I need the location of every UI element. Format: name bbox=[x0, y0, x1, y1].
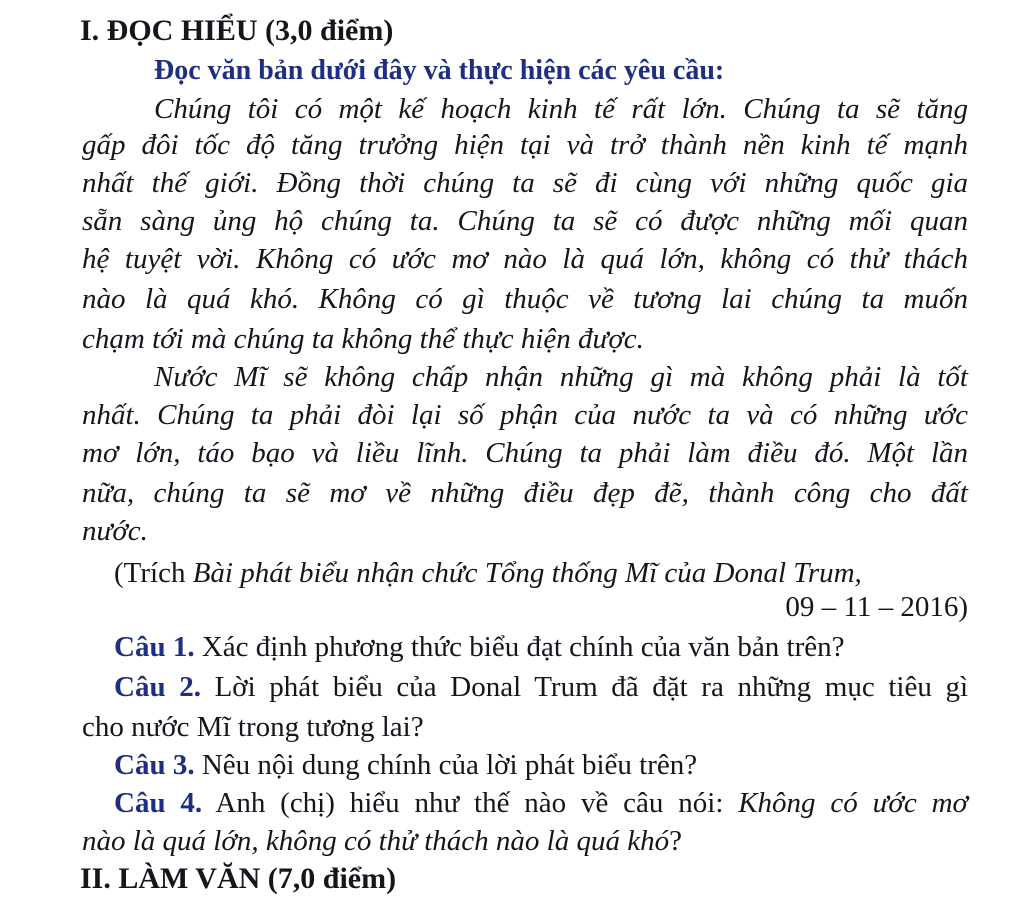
passage-line: Chúng tôi có một kế hoạch kinh tế rất lớn. Chúng ta sẽ tăng bbox=[154, 93, 968, 125]
question-3-label: Câu 3. bbox=[114, 749, 195, 781]
question-1-text: Xác định phương thức biểu đạt chính của văn bản trên? bbox=[194, 631, 845, 663]
question-4-text: Anh (chị) hiểu như thế nào về câu nói: bbox=[202, 787, 739, 819]
citation-title: Bài phát biểu nhận chức Tổng thống Mĩ của Donal Trum, bbox=[192, 557, 862, 589]
passage-line: nữa, chúng ta sẽ mơ về những điều đẹp đẽ, thành công cho đất bbox=[82, 477, 968, 509]
citation-open: (Trích bbox=[114, 557, 193, 589]
passage-line: nào là quá khó. Không có gì thuộc về tương lai chúng ta muốn bbox=[82, 283, 968, 315]
question-4-quote-cont: nào là quá lớn, không có thử thách nào là quá khó bbox=[82, 825, 670, 857]
question-1-label: Câu 1. bbox=[114, 631, 195, 663]
question-4-quote: Không có ước mơ bbox=[738, 787, 968, 819]
passage-line: mơ lớn, táo bạo và liều lĩnh. Chúng ta phải làm điều đó. Một lần bbox=[82, 437, 968, 469]
question-2-text-cont: cho nước Mĩ trong tương lai? bbox=[82, 711, 424, 743]
passage-line: nhất thế giới. Đồng thời chúng ta sẽ đi cùng với những quốc gia bbox=[82, 167, 968, 199]
question-2-label: Câu 2. bbox=[114, 671, 201, 703]
passage-line: Nước Mĩ sẽ không chấp nhận những gì mà không phải là tốt bbox=[154, 361, 968, 393]
passage-line: nhất. Chúng ta phải đòi lại số phận của nước ta và có những ước bbox=[82, 399, 968, 431]
section-1-heading: I. ĐỌC HIỂU (3,0 điểm) bbox=[80, 14, 394, 47]
passage-line: sẵn sàng ủng hộ chúng ta. Chúng ta sẽ có được những mối quan bbox=[82, 205, 968, 237]
citation-date: 09 – 11 – 2016) bbox=[785, 591, 968, 623]
section-2-heading-text: II. LÀM VĂN (7,0 điểm) bbox=[80, 862, 397, 895]
passage-line: chạm tới mà chúng ta không thể thực hiện được. bbox=[82, 323, 644, 355]
passage-line: gấp đôi tốc độ tăng trưởng hiện tại và trở thành nền kinh tế mạnh bbox=[82, 129, 968, 161]
passage-line: nước. bbox=[82, 515, 148, 547]
question-3-text: Nêu nội dung chính của lời phát biểu trên? bbox=[194, 749, 698, 781]
question-4-end: ? bbox=[669, 825, 682, 857]
passage-line: hệ tuyệt vời. Không có ước mơ nào là quá lớn, không có thử thách bbox=[82, 243, 968, 275]
reading-instruction: Đọc văn bản dưới đây và thực hiện các yêu cầu: bbox=[154, 55, 725, 86]
question-2-text: Lời phát biểu của Donal Trum đã đặt ra những mục tiêu gì bbox=[200, 671, 969, 703]
question-4-label: Câu 4. bbox=[114, 787, 203, 819]
